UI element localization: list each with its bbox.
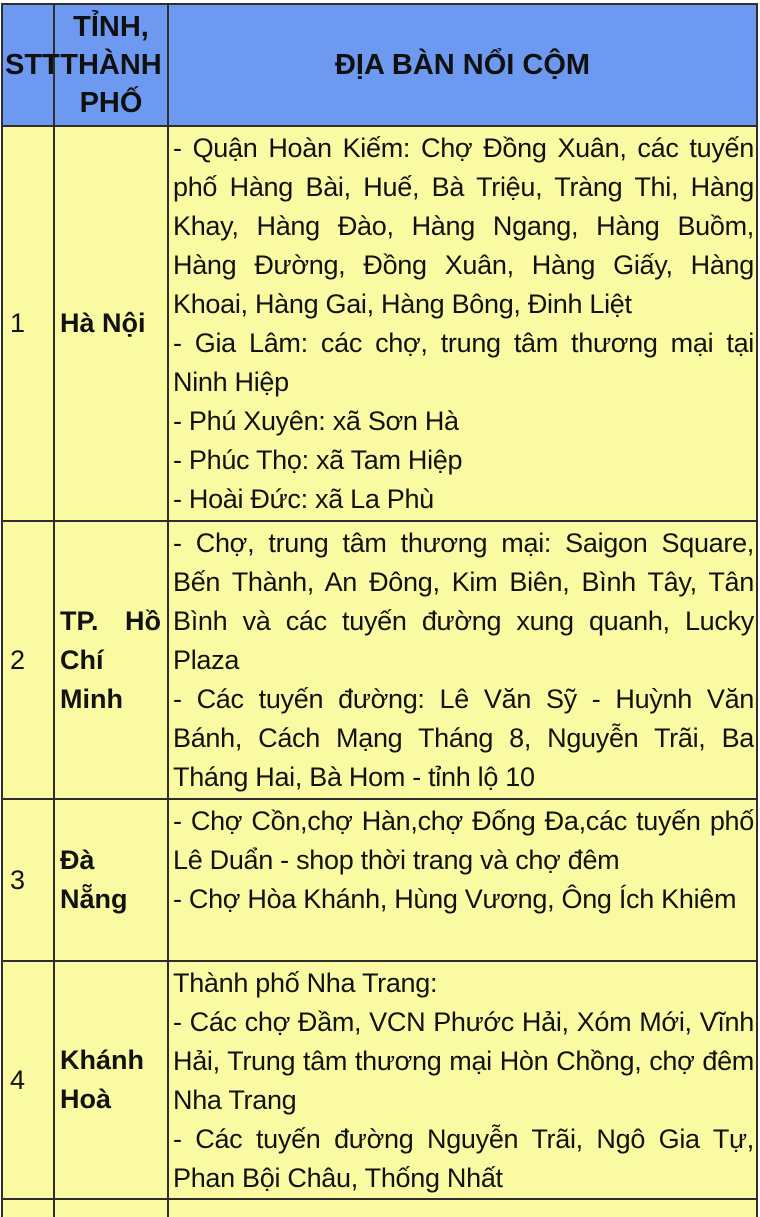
- table-row-partial: [2, 1199, 757, 1217]
- area-line: - Chợ, trung tâm thương mại: Saigon Square, Bến Thành, An Đông, Kim Biên, Bình Tây, Tân Bình và các tuyến đường xung quanh, Lucky Plaza: [173, 528, 754, 675]
- area-line: - Hoài Đức: xã La Phù: [173, 484, 434, 514]
- header-cell-stt: STT: [2, 4, 54, 126]
- table-row-danang: [2, 799, 757, 961]
- area-line: - Các tuyến đường Nguyễn Trãi, Ngô Gia Tự, Phan Bội Châu, Thống Nhất: [173, 1124, 754, 1193]
- areas-cell: [168, 126, 757, 521]
- table-header-row: [2, 4, 757, 126]
- areas-cell: [168, 799, 757, 961]
- area-line: - Phúc Thọ: xã Tam Hiệp: [173, 445, 463, 475]
- area-line: - Chợ Cồn,chợ Hàn,chợ Đống Đa,các tuyến phố Lê Duẩn - shop thời trang và chợ đêm: [173, 806, 754, 875]
- stt-cell: 3: [2, 799, 54, 961]
- area-line: - Quận Hoàn Kiếm: Chợ Đồng Xuân, các tuyến phố Hàng Bài, Huế, Bà Triệu, Tràng Thi, Hàng Khay, Hàng Đào, Hàng Ngang, Hàng Buồm, Hàng Đường, Đồng Xuân, Hàng Giấy, Hàng Khoai, Hàng Gai, Hàng Bông, Đinh Liệt: [173, 133, 754, 319]
- province-cell: Hà Nội: [54, 126, 168, 521]
- areas-cell: [168, 961, 757, 1199]
- province-cell: [54, 1199, 168, 1217]
- province-cell: Đà Nẵng: [54, 799, 168, 961]
- stt-cell: 4: [2, 961, 54, 1199]
- area-line: - Phú Xuyên: xã Sơn Hà: [173, 406, 459, 436]
- header-cell-area: ĐỊA BÀN NỔI CỘM: [168, 4, 757, 126]
- stt-cell: 1: [2, 126, 54, 521]
- header-cell-province: TỈNH, THÀNH PHỐ: [54, 4, 168, 126]
- areas-cell: [168, 1199, 757, 1217]
- areas-cell: [168, 521, 757, 799]
- table-row-hanoi: [2, 126, 757, 521]
- hotspot-areas-table: [1, 3, 758, 1217]
- area-line: - Gia Lâm: các chợ, trung tâm thương mại tại Ninh Hiệp: [173, 328, 754, 397]
- area-line: Thành phố Nha Trang:: [173, 968, 438, 998]
- province-cell: Khánh Hoà: [54, 961, 168, 1199]
- table-row-khanhhoa: [2, 961, 757, 1199]
- table-row-hochiminh: [2, 521, 757, 799]
- stt-cell: 2: [2, 521, 54, 799]
- area-line: - Các chợ Đầm, VCN Phước Hải, Xóm Mới, Vĩnh Hải, Trung tâm thương mại Hòn Chồng, chợ đêm Nha Trang: [173, 1007, 754, 1115]
- area-line: - Chợ Hòa Khánh, Hùng Vương, Ông Ích Khiêm: [173, 884, 737, 914]
- area-line: - Các tuyến đường: Lê Văn Sỹ - Huỳnh Văn Bánh, Cách Mạng Tháng 8, Nguyễn Trãi, Ba Tháng Hai, Bà Hom - tỉnh lộ 10: [173, 684, 754, 792]
- province-cell: TP. Hồ Chí Minh: [54, 521, 168, 799]
- stt-cell: [2, 1199, 54, 1217]
